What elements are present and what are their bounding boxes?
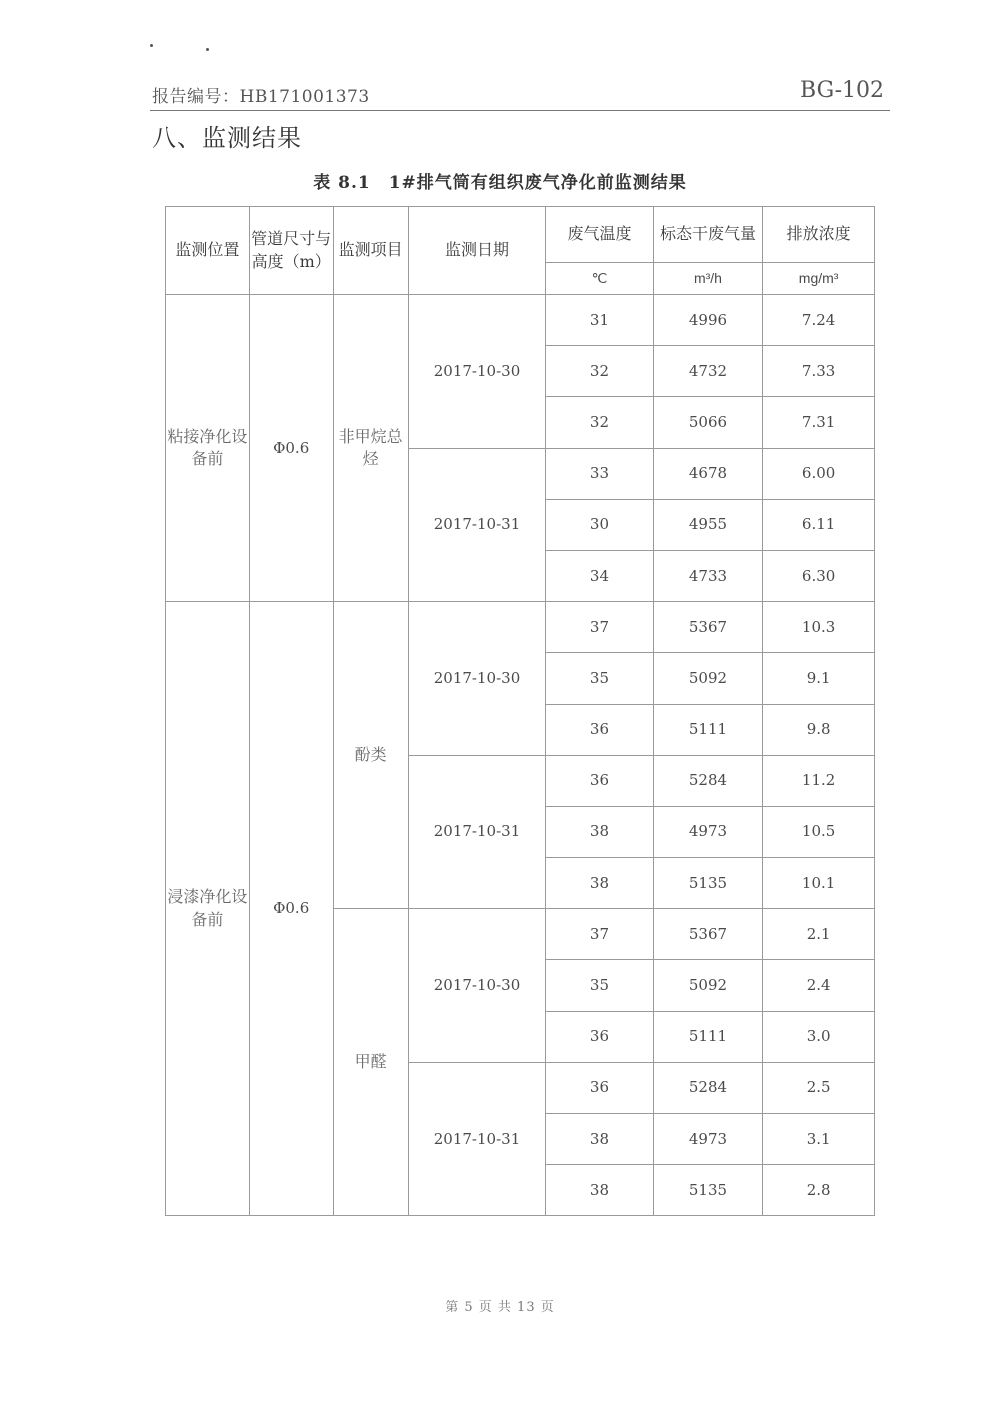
gas-temperature: 34 bbox=[546, 550, 653, 601]
gas-flow: 4955 bbox=[653, 499, 763, 550]
emission-concentration: 2.4 bbox=[763, 960, 875, 1011]
unit-conc: mg/m³ bbox=[763, 263, 875, 295]
gas-temperature: 37 bbox=[546, 602, 653, 653]
emission-concentration: 3.1 bbox=[763, 1114, 875, 1165]
monitoring-date: 2017-10-31 bbox=[408, 1062, 546, 1216]
gas-flow: 5135 bbox=[653, 858, 763, 909]
gas-flow: 5111 bbox=[653, 704, 763, 755]
gas-temperature: 36 bbox=[546, 704, 653, 755]
table-row bbox=[166, 602, 875, 653]
scan-speck bbox=[150, 44, 153, 47]
pipe-size: Φ0.6 bbox=[249, 295, 333, 602]
emission-concentration: 10.5 bbox=[763, 806, 875, 857]
table-row bbox=[166, 295, 875, 346]
gas-temperature: 31 bbox=[546, 295, 653, 346]
gas-flow: 4996 bbox=[653, 295, 763, 346]
gas-flow: 5284 bbox=[653, 1062, 763, 1113]
scan-speck bbox=[206, 48, 209, 51]
gas-flow: 5284 bbox=[653, 755, 763, 806]
header-pipe: 管道尺寸与高度（m） bbox=[249, 207, 333, 295]
gas-temperature: 32 bbox=[546, 397, 653, 448]
gas-flow: 5111 bbox=[653, 1011, 763, 1062]
gas-flow: 4973 bbox=[653, 806, 763, 857]
page-footer: 第 5 页 共 13 页 bbox=[445, 1300, 555, 1315]
monitoring-date: 2017-10-30 bbox=[408, 295, 546, 449]
emission-concentration: 7.31 bbox=[763, 397, 875, 448]
gas-temperature: 37 bbox=[546, 909, 653, 960]
gas-temperature: 36 bbox=[546, 755, 653, 806]
emission-concentration: 10.1 bbox=[763, 858, 875, 909]
page-header bbox=[150, 78, 890, 111]
gas-flow: 5092 bbox=[653, 653, 763, 704]
monitoring-date: 2017-10-30 bbox=[408, 909, 546, 1063]
monitoring-position: 粘接净化设备前 bbox=[166, 295, 250, 602]
gas-flow: 5135 bbox=[653, 1165, 763, 1216]
gas-temperature: 35 bbox=[546, 653, 653, 704]
emission-concentration: 7.33 bbox=[763, 346, 875, 397]
gas-temperature: 38 bbox=[546, 806, 653, 857]
monitoring-item: 甲醛 bbox=[333, 909, 408, 1216]
emission-concentration: 9.1 bbox=[763, 653, 875, 704]
monitoring-date: 2017-10-30 bbox=[408, 602, 546, 756]
gas-flow: 5092 bbox=[653, 960, 763, 1011]
document-code: BG-102 bbox=[800, 78, 884, 103]
gas-temperature: 36 bbox=[546, 1011, 653, 1062]
emission-concentration: 9.8 bbox=[763, 704, 875, 755]
header-item: 监测项目 bbox=[333, 207, 408, 295]
emission-concentration: 2.1 bbox=[763, 909, 875, 960]
emission-concentration: 6.11 bbox=[763, 499, 875, 550]
header-flow: 标态干废气量 bbox=[653, 207, 763, 263]
header-position: 监测位置 bbox=[166, 207, 250, 295]
emission-concentration: 6.30 bbox=[763, 550, 875, 601]
emission-concentration: 3.0 bbox=[763, 1011, 875, 1062]
gas-flow: 5066 bbox=[653, 397, 763, 448]
header-temp: 废气温度 bbox=[546, 207, 653, 263]
monitoring-date: 2017-10-31 bbox=[408, 448, 546, 602]
emission-concentration: 2.8 bbox=[763, 1165, 875, 1216]
emission-concentration: 2.5 bbox=[763, 1062, 875, 1113]
unit-flow: m³/h bbox=[653, 263, 763, 295]
gas-temperature: 38 bbox=[546, 858, 653, 909]
results-table bbox=[165, 206, 875, 1216]
header-date: 监测日期 bbox=[408, 207, 546, 295]
gas-flow: 4732 bbox=[653, 346, 763, 397]
gas-temperature: 38 bbox=[546, 1165, 653, 1216]
emission-concentration: 10.3 bbox=[763, 602, 875, 653]
gas-temperature: 32 bbox=[546, 346, 653, 397]
monitoring-item: 酚类 bbox=[333, 602, 408, 909]
table-caption: 表 8.1 1#排气筒有组织废气净化前监测结果 bbox=[313, 173, 687, 193]
monitoring-date: 2017-10-31 bbox=[408, 755, 546, 909]
emission-concentration: 11.2 bbox=[763, 755, 875, 806]
report-number: 报告编号：HB171001373 bbox=[152, 87, 370, 107]
monitoring-position: 浸漆净化设备前 bbox=[166, 602, 250, 1216]
emission-concentration: 7.24 bbox=[763, 295, 875, 346]
gas-temperature: 33 bbox=[546, 448, 653, 499]
gas-flow: 5367 bbox=[653, 909, 763, 960]
section-title: 八、监测结果 bbox=[152, 124, 302, 152]
gas-flow: 5367 bbox=[653, 602, 763, 653]
gas-temperature: 35 bbox=[546, 960, 653, 1011]
gas-flow: 4733 bbox=[653, 550, 763, 601]
gas-temperature: 30 bbox=[546, 499, 653, 550]
unit-temp: ℃ bbox=[546, 263, 653, 295]
pipe-size: Φ0.6 bbox=[249, 602, 333, 1216]
monitoring-item: 非甲烷总烃 bbox=[333, 295, 408, 602]
header-conc: 排放浓度 bbox=[763, 207, 875, 263]
emission-concentration: 6.00 bbox=[763, 448, 875, 499]
gas-flow: 4973 bbox=[653, 1114, 763, 1165]
gas-temperature: 38 bbox=[546, 1114, 653, 1165]
gas-temperature: 36 bbox=[546, 1062, 653, 1113]
gas-flow: 4678 bbox=[653, 448, 763, 499]
